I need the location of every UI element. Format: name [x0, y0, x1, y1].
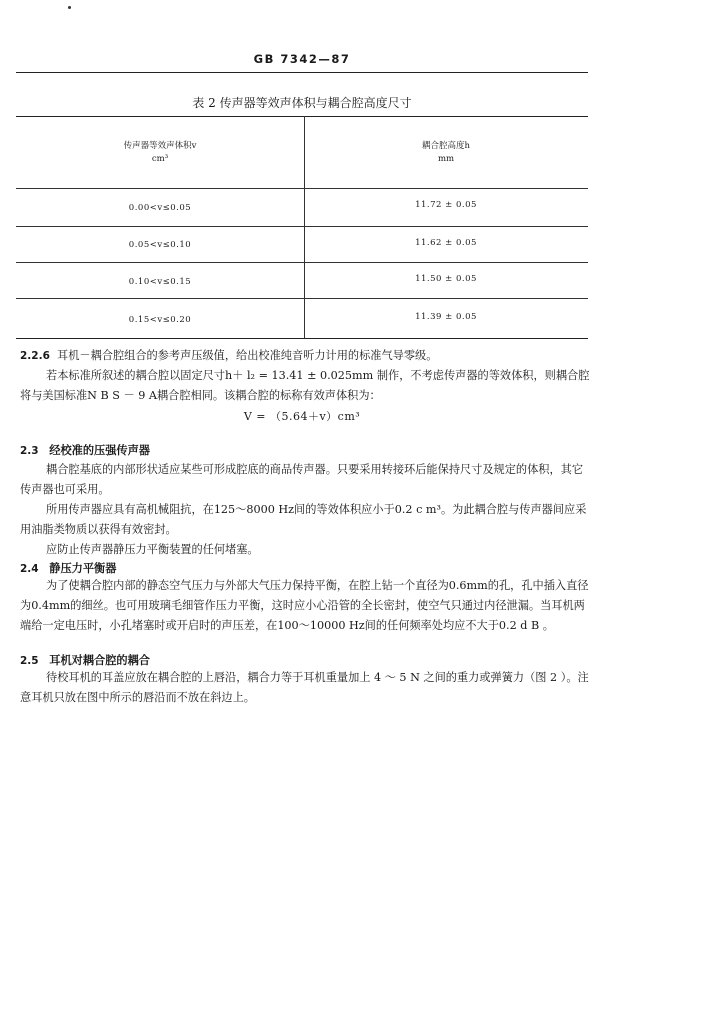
- table-header-height-unit: mm: [437, 154, 455, 164]
- section-2-4-paragraph: 为了使耦合腔内部的静态空气压力与外部大气压力保持平衡，在腔上钻一个直径为0.6mm的孔，孔中插入直径为0.4mm的细丝。也可用玻璃毛细管作压力平衡，这时应小心沿管的全长密封，使空气只通过内径泄漏。当耳机两端给一定电压时，小孔堵塞时或开启时的声压差，在100～10000 Hz间的任何频率处均应不大于0.2 d B 。: [20, 579, 589, 632]
- standard-code-header: GB 7342—87: [253, 52, 351, 66]
- table-header-height-label: 耦合腔高度h: [422, 141, 470, 151]
- section-2-3-paragraph-3: 应防止传声器静压力平衡装置的任何堵塞。: [46, 543, 259, 556]
- section-title: 耳机对耦合腔的耦合: [49, 653, 150, 667]
- table-cell-height: 11.50 ± 0.05: [415, 274, 477, 284]
- table-caption: 表 2 传声器等效声体积与耦合腔高度尺寸: [192, 96, 412, 110]
- table-cell-height: 11.39 ± 0.05: [415, 312, 477, 322]
- table-header-height: [304, 140, 588, 166]
- table-cell-height: 11.72 ± 0.05: [415, 200, 477, 210]
- table-row-rule: [16, 298, 588, 299]
- table-cell-range: 0.10<v≤0.15: [128, 277, 192, 287]
- clause-text: 耳机－耦合腔组合的参考声压级值，给出校准纯音听力计用的标准气导零级。: [57, 349, 438, 362]
- table-cell-range: 0.00<v≤0.05: [128, 203, 192, 213]
- clause-2-2-6: [20, 346, 592, 366]
- section-2-5-paragraph: 待校耳机的耳盖应放在耦合腔的上唇沿，耦合力等于耳机重量加上 4 ～ 5 N 之间的重力或弹簧力（图 2 ）。注意耳机只放在图中所示的唇沿而不放在斜边上。: [20, 671, 589, 704]
- section-number: 2.5: [20, 655, 39, 667]
- table-top-rule: [16, 116, 588, 117]
- section-number: 2.3: [20, 445, 39, 457]
- table-row-rule: [16, 262, 588, 263]
- table-cell-height: 11.62 ± 0.05: [415, 238, 477, 248]
- table-row-rule: [16, 226, 588, 227]
- section-2-3-paragraph-1: 耦合腔基底的内部形状适应某些可形成腔底的商品传声器。只要采用转接环后能保持尺寸及规定的体积，其它传声器也可采用。: [20, 463, 584, 496]
- table-header-volume: [16, 140, 304, 166]
- section-2-3-heading: [20, 440, 592, 461]
- section-title: 经校准的压强传声器: [49, 443, 150, 457]
- section-number: 2.4: [20, 563, 39, 575]
- scan-speck: [68, 6, 71, 9]
- volume-formula: V = （5.64＋v）cm³: [243, 410, 361, 423]
- table-bottom-rule: [16, 338, 588, 339]
- header-rule: [16, 72, 588, 73]
- table-header-volume-label: 传声器等效声体积v: [123, 141, 197, 151]
- table-header-volume-unit: cm³: [151, 154, 169, 164]
- section-2-3-paragraph-2: 所用传声器应具有高机械阻抗，在125～8000 Hz间的等效体积应小于0.2 c m³。为此耦合腔与传声器间应采用油脂类物质以获得有效密封。: [20, 503, 587, 536]
- table-cell-range: 0.15<v≤0.20: [128, 315, 192, 325]
- table-cell-range: 0.05<v≤0.10: [128, 240, 192, 250]
- clause-number: 2.2.6: [20, 350, 50, 362]
- table-header-rule: [16, 188, 588, 189]
- paragraph-reference-coupler: 若本标准所叙述的耦合腔以固定尺寸h＋ l₂ = 13.41 ± 0.025mm 制作，不考虑传声器的等效体积，则耦合腔将与美国标准N B S － 9 A耦合腔相同。该耦合腔的标称有效声体积为：: [20, 369, 590, 402]
- section-title: 静压力平衡器: [49, 561, 117, 575]
